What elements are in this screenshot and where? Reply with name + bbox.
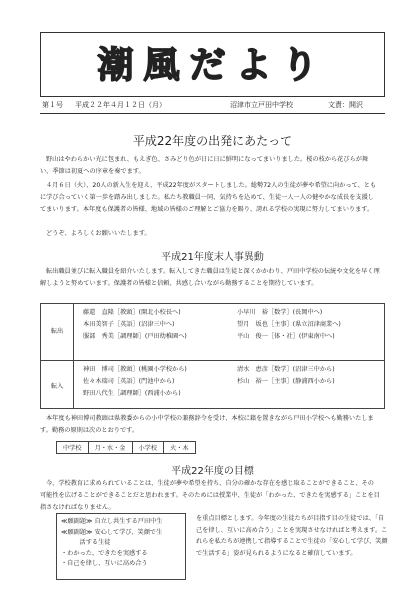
section1-paragraph-1: 野山はやわらかい光に包まれ、もえぎ色、さみどり色が日に日に鮮明になってまいりました。桜の枝から花びらが舞い、季節は初夏への序章を奏でます。 bbox=[40, 156, 369, 175]
section2-heading: 平成21年度末人事異動 bbox=[161, 252, 264, 263]
table-cell: 火・木 bbox=[164, 442, 196, 454]
goals-box bbox=[56, 513, 186, 580]
staff-entry: 本田美智子［英語］(沼津三中へ) bbox=[83, 321, 175, 328]
staff-entry: 平山 俊一［体・社］(伊東南中へ) bbox=[237, 333, 335, 340]
issue-number: 第１号 bbox=[42, 101, 63, 109]
masthead bbox=[40, 32, 385, 97]
section3-paragraph: 今、学校教育に求められていることは、生徒が夢や希望を持ち、自分の確かな存在を感じ取ることができること、その可能性を広げることができることだと思われます。そのためには授業中、生徒が「わかった、できたを実感する」ことを目指さなければなりません。 bbox=[40, 480, 380, 511]
staff-entry: 清水 恵彦［数学］(沼津三中から) bbox=[237, 366, 335, 373]
goal-line: ≪願副題≫ 自立し共生する戸田中生 bbox=[61, 518, 163, 525]
staff-out-left bbox=[83, 307, 187, 343]
section1-paragraph-3: どうぞ、よろしくお願いいたします。 bbox=[46, 230, 151, 237]
duty-schedule-table bbox=[56, 441, 196, 454]
staff-transfer-table bbox=[40, 303, 385, 409]
table-row bbox=[57, 442, 196, 454]
table-cell: 中学校 bbox=[57, 442, 89, 454]
section1-paragraph-2: ４月６日（火）、20人の新入生を迎え、平成22年度がスタートしました。総勢72人の生徒が夢や希望に向かって、ともに学び合っていく第一歩を踏み出しました。私たち教職員一同、気持ちを込めて、生徒一人一人の健やかな成長を支援してまいります。本年度も保護者の皆様、地域の皆様のご理解とご協力を賜り、誇れる学校の実現に努力してまいります。 bbox=[40, 182, 377, 213]
staff-entry: 野田八代生［調理師］(西浦小から) bbox=[83, 390, 181, 397]
staff-entry: 望月 坂也［主事］(県立沼津商業へ) bbox=[237, 321, 341, 328]
author: 文責：開沢 bbox=[328, 101, 363, 109]
school-name: 沼津市立戸田中学校 bbox=[230, 101, 293, 109]
staff-in-right bbox=[237, 364, 335, 388]
staff-entry: 佐々木瑞司［英語］(門池中から) bbox=[83, 378, 175, 385]
table-cell: 月・水・金 bbox=[88, 442, 132, 454]
staff-out-right bbox=[237, 307, 341, 343]
staff-in-left bbox=[83, 364, 187, 400]
section2-note: 本年度も神田博司教頭は県教委からの小中学校の兼務辞令を受け、本校に籍を置きながら戸田小学校へも勤務いたします。勤務の原則は次のとおりです。 bbox=[40, 415, 374, 434]
table-cell: 小学校 bbox=[132, 442, 164, 454]
staff-entry: 神田 博司［教頭］(桃園小学校から) bbox=[83, 366, 187, 373]
goals-side-text: を重点目標とします。今年度の生徒たちが目指す目の生徒では、「自己を律し、互いに高め合う」ことを実現させなければと考えます。これらを私たちが連携して指導することで生徒の「安心して学び、笑顔で生活する」姿が見られるようになると確信しています。 bbox=[196, 515, 388, 557]
header-divider bbox=[40, 113, 385, 114]
staff-entry: 杉山 裕一［主事］(静浦西小から) bbox=[237, 378, 335, 385]
staff-entry: 小早川 裕［数学］(長岡中へ) bbox=[237, 309, 323, 316]
goal-line: ・自己を律し、互いに高め合う bbox=[61, 560, 148, 567]
goal-line: 活する生徒 bbox=[61, 539, 111, 546]
section2-paragraph: 転出職員並びに転入職員を紹介いたします。転入してきた職員は生徒と深くかかわり、戸田中学校の伝統や文化を早く理解しようと努めています。保護者の皆様と信頼、共感し合いながら勤務することを期待しています。 bbox=[40, 268, 380, 287]
goal-line: ≪願副題≫ 安心して学び、笑顔で生 bbox=[61, 528, 163, 536]
transfer-out-label: 転出 bbox=[50, 328, 64, 335]
section3-heading: 平成22年度の目標 bbox=[171, 466, 254, 477]
staff-entry: 藤還 直隆［教頭］(開北小校長へ) bbox=[83, 309, 181, 316]
newsletter-title: 潮風だより bbox=[97, 44, 328, 86]
staff-entry: 服部 秀美［調理師］(戸田幼稚園へ) bbox=[83, 333, 187, 340]
goal-line: ・わかった、できたを実感する bbox=[61, 549, 148, 557]
section1-heading: 平成22年度の出発にあたって bbox=[132, 134, 293, 148]
transfer-in-label: 転入 bbox=[50, 383, 64, 390]
issue-date: 平成２２年４月１２日（月） bbox=[75, 101, 166, 109]
